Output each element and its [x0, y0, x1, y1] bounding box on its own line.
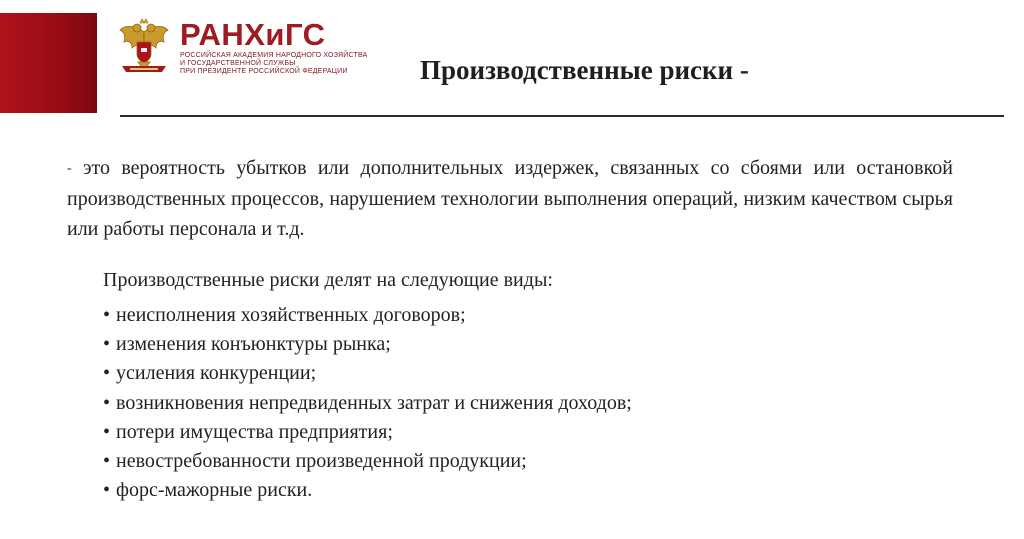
- bullet: •: [103, 304, 111, 326]
- list-item-text: форс-мажорные риски.: [116, 479, 313, 502]
- list-item: [103, 301, 632, 330]
- bullet: •: [103, 391, 111, 414]
- slide-title: Производственные риски -: [420, 55, 749, 85]
- definition-text: это вероятность убытков или дополнительных издержек, связанных со сбоями или остановкой производственных процессов, нарушением технологии выполнения операций, низким качеством сырья или работы персонала и т.д.: [67, 157, 953, 240]
- logo-subtitle-line: ПРИ ПРЕЗИДЕНТЕ РОССИЙСКОЙ ФЕДЕРАЦИИ: [180, 68, 348, 75]
- types-intro: Производственные риски делят на следующие виды:: [103, 269, 553, 291]
- red-accent-bar: [0, 13, 97, 113]
- list-item-text: изменения конъюнктуры рынка;: [116, 333, 391, 356]
- risk-types-list: [103, 301, 632, 505]
- ranepa-logo: [118, 17, 368, 78]
- logo-wordmark: РАНХиГС: [180, 17, 326, 52]
- list-item: [103, 447, 632, 476]
- logo-subtitle-line: И ГОСУДАРСТВЕННОЙ СЛУЖБЫ: [180, 60, 296, 67]
- definition-dash: -: [67, 161, 72, 176]
- list-item: [103, 389, 632, 418]
- bullet: •: [103, 420, 111, 443]
- bullet: •: [103, 450, 111, 473]
- list-item: [103, 330, 632, 359]
- list-item: [103, 359, 632, 388]
- logo-subtitle-line: РОССИЙСКАЯ АКАДЕМИЯ НАРОДНОГО ХОЗЯЙСТВА: [180, 52, 368, 59]
- list-item: [103, 476, 632, 505]
- logo-subtitle: [180, 52, 368, 76]
- double-headed-eagle-emblem-icon: [118, 18, 170, 76]
- bullet: •: [103, 362, 111, 385]
- list-item-text: потери имущества предприятия;: [116, 420, 393, 443]
- list-item-text: усиления конкуренции;: [116, 362, 317, 385]
- title-divider: [120, 115, 1004, 117]
- bullet: •: [103, 479, 111, 502]
- list-item-text: возникновения непредвиденных затрат и снижения доходов;: [116, 391, 632, 414]
- bullet: •: [103, 333, 111, 356]
- list-item-text: неисполнения хозяйственных договоров;: [116, 304, 466, 326]
- definition-paragraph: [67, 153, 953, 244]
- list-item: [103, 418, 632, 447]
- list-item-text: невостребованности произведенной продукции;: [116, 450, 527, 473]
